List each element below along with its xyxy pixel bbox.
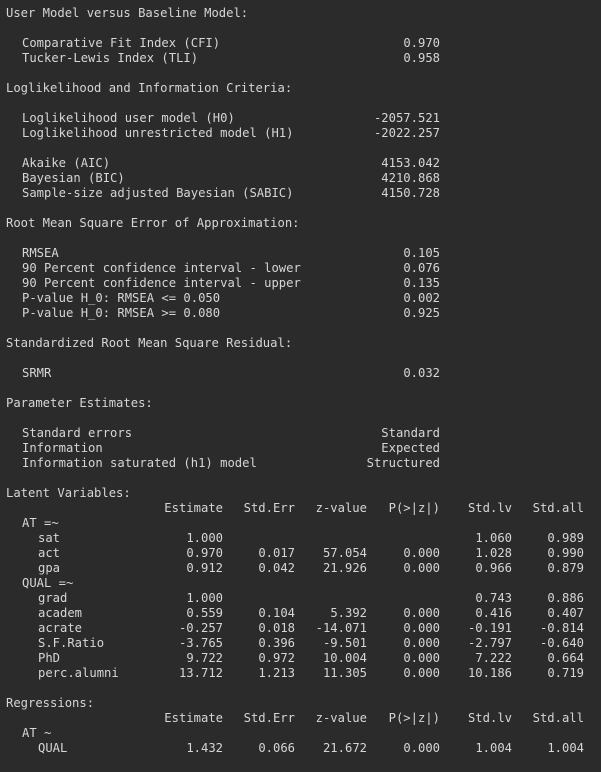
cell-academ-4: 0.416: [475, 606, 512, 620]
cell-academ-3: 0.000: [403, 606, 440, 620]
cell-s-f-ratio-4: -2.797: [467, 636, 512, 650]
cell-qual-2: 21.672: [322, 741, 367, 755]
srmr-value: 0.032: [403, 366, 440, 380]
row-name-gpa: gpa: [38, 561, 61, 575]
column-header-estimate: Estimate: [164, 711, 223, 725]
cell-s-f-ratio-1: 0.396: [258, 636, 295, 650]
rmsea-value: 0.105: [403, 246, 440, 260]
column-header-p-z: P(>|z|): [388, 501, 440, 515]
cell-perc-alumni-1: 1.213: [258, 666, 295, 680]
section-heading-fit: User Model versus Baseline Model:: [6, 6, 249, 20]
row-name-grad: grad: [38, 591, 68, 605]
cell-perc-alumni-2: 11.305: [322, 666, 367, 680]
information-label: Information: [22, 441, 103, 455]
loglik-h0-value: -2057.521: [373, 111, 440, 125]
cfi-label: Comparative Fit Index (CFI): [22, 36, 221, 50]
section-heading-latent: Latent Variables:: [6, 486, 131, 500]
aic-value: 4153.042: [381, 156, 440, 170]
column-header-std-lv: Std.lv: [467, 501, 512, 515]
cell-academ-2: 5.392: [330, 606, 367, 620]
pvalue-notclose-label: P-value H_0: RMSEA >= 0.080: [22, 306, 221, 320]
cell-s-f-ratio-3: 0.000: [403, 636, 440, 650]
cell-act-2: 57.054: [322, 546, 367, 560]
cell-acrate-0: -0.257: [178, 621, 223, 635]
std-errors-value: Standard: [381, 426, 440, 440]
cell-act-1: 0.017: [258, 546, 295, 560]
cell-phd-0: 9.722: [186, 651, 223, 665]
information-value: Expected: [381, 441, 440, 455]
column-header-std-all: Std.all: [532, 711, 584, 725]
row-name-perc-alumni: perc.alumni: [38, 666, 119, 680]
cell-phd-2: 10.004: [322, 651, 367, 665]
cell-perc-alumni-0: 13.712: [178, 666, 223, 680]
column-header-std-lv: Std.lv: [467, 711, 512, 725]
cell-acrate-2: -14.071: [315, 621, 367, 635]
row-name-acrate: acrate: [38, 621, 83, 635]
cell-acrate-3: 0.000: [403, 621, 440, 635]
cell-perc-alumni-3: 0.000: [403, 666, 440, 680]
cell-act-4: 1.028: [475, 546, 512, 560]
column-header-std-err: Std.Err: [243, 501, 295, 515]
cfi-value: 0.970: [403, 36, 440, 50]
sabic-value: 4150.728: [381, 186, 440, 200]
cell-qual-0: 1.432: [186, 741, 223, 755]
column-header-z-value: z-value: [315, 501, 367, 515]
pvalue-close-value: 0.002: [403, 291, 440, 305]
latent-group-at: AT =~: [22, 516, 59, 530]
cell-qual-3: 0.000: [403, 741, 440, 755]
cell-grad-5: 0.886: [547, 591, 584, 605]
loglik-h1-label: Loglikelihood unrestricted model (H1): [22, 126, 294, 140]
cell-perc-alumni-5: 0.719: [547, 666, 584, 680]
row-name-phd: PhD: [38, 651, 61, 665]
row-name-sat: sat: [38, 531, 61, 545]
section-heading-regressions: Regressions:: [6, 696, 95, 710]
column-header-std-err: Std.Err: [243, 711, 295, 725]
cell-sat-5: 0.989: [547, 531, 584, 545]
cell-academ-1: 0.104: [258, 606, 295, 620]
cell-act-3: 0.000: [403, 546, 440, 560]
info-saturated-label: Information saturated (h1) model: [22, 456, 257, 470]
aic-label: Akaike (AIC): [22, 156, 111, 170]
column-header-estimate: Estimate: [164, 501, 223, 515]
info-saturated-value: Structured: [366, 456, 440, 470]
column-header-p-z: P(>|z|): [388, 711, 440, 725]
cell-sat-0: 1.000: [186, 531, 223, 545]
section-heading-params: Parameter Estimates:: [6, 396, 153, 410]
ci-upper-label: 90 Percent confidence interval - upper: [22, 276, 301, 290]
cell-acrate-4: -0.191: [467, 621, 512, 635]
section-heading-srmr: Standardized Root Mean Square Residual:: [6, 336, 293, 350]
cell-qual-1: 0.066: [258, 741, 295, 755]
cell-gpa-0: 0.912: [186, 561, 223, 575]
cell-acrate-5: -0.814: [539, 621, 584, 635]
pvalue-close-label: P-value H_0: RMSEA <= 0.050: [22, 291, 221, 305]
cell-gpa-5: 0.879: [547, 561, 584, 575]
rmsea-label: RMSEA: [22, 246, 59, 260]
ci-upper-value: 0.135: [403, 276, 440, 290]
cell-phd-4: 7.222: [475, 651, 512, 665]
cell-academ-0: 0.559: [186, 606, 223, 620]
loglik-h1-value: -2022.257: [373, 126, 440, 140]
bic-label: Bayesian (BIC): [22, 171, 125, 185]
row-name-qual: QUAL: [38, 741, 68, 755]
row-name-s-f-ratio: S.F.Ratio: [38, 636, 105, 650]
pvalue-notclose-value: 0.925: [403, 306, 440, 320]
cell-gpa-4: 0.966: [475, 561, 512, 575]
cell-academ-5: 0.407: [547, 606, 584, 620]
srmr-label: SRMR: [22, 366, 52, 380]
tli-label: Tucker-Lewis Index (TLI): [22, 51, 199, 65]
cell-s-f-ratio-5: -0.640: [539, 636, 584, 650]
cell-phd-1: 0.972: [258, 651, 295, 665]
cell-qual-4: 1.004: [475, 741, 512, 755]
loglik-h0-label: Loglikelihood user model (H0): [22, 111, 235, 125]
tli-value: 0.958: [403, 51, 440, 65]
cell-grad-4: 0.743: [475, 591, 512, 605]
ci-lower-label: 90 Percent confidence interval - lower: [22, 261, 301, 275]
std-errors-label: Standard errors: [22, 426, 133, 440]
bic-value: 4210.868: [381, 171, 440, 185]
row-name-act: act: [38, 546, 61, 560]
latent-group-qual: QUAL =~: [22, 576, 74, 590]
cell-phd-3: 0.000: [403, 651, 440, 665]
cell-gpa-3: 0.000: [403, 561, 440, 575]
cell-act-5: 0.990: [547, 546, 584, 560]
cell-sat-4: 1.060: [475, 531, 512, 545]
column-header-std-all: Std.all: [532, 501, 584, 515]
cell-grad-0: 1.000: [186, 591, 223, 605]
cell-gpa-2: 21.926: [322, 561, 367, 575]
cell-qual-5: 1.004: [547, 741, 584, 755]
cell-gpa-1: 0.042: [258, 561, 295, 575]
cell-s-f-ratio-0: -3.765: [178, 636, 223, 650]
row-name-academ: academ: [38, 606, 83, 620]
cell-s-f-ratio-2: -9.501: [322, 636, 367, 650]
regression-group-at: AT ~: [22, 726, 52, 740]
cell-perc-alumni-4: 10.186: [467, 666, 512, 680]
cell-act-0: 0.970: [186, 546, 223, 560]
section-heading-loglik: Loglikelihood and Information Criteria:: [6, 81, 293, 95]
cell-acrate-1: 0.018: [258, 621, 295, 635]
section-heading-rmsea: Root Mean Square Error of Approximation:: [6, 216, 300, 230]
sabic-label: Sample-size adjusted Bayesian (SABIC): [22, 186, 294, 200]
column-header-z-value: z-value: [315, 711, 367, 725]
ci-lower-value: 0.076: [403, 261, 440, 275]
cell-phd-5: 0.664: [547, 651, 584, 665]
